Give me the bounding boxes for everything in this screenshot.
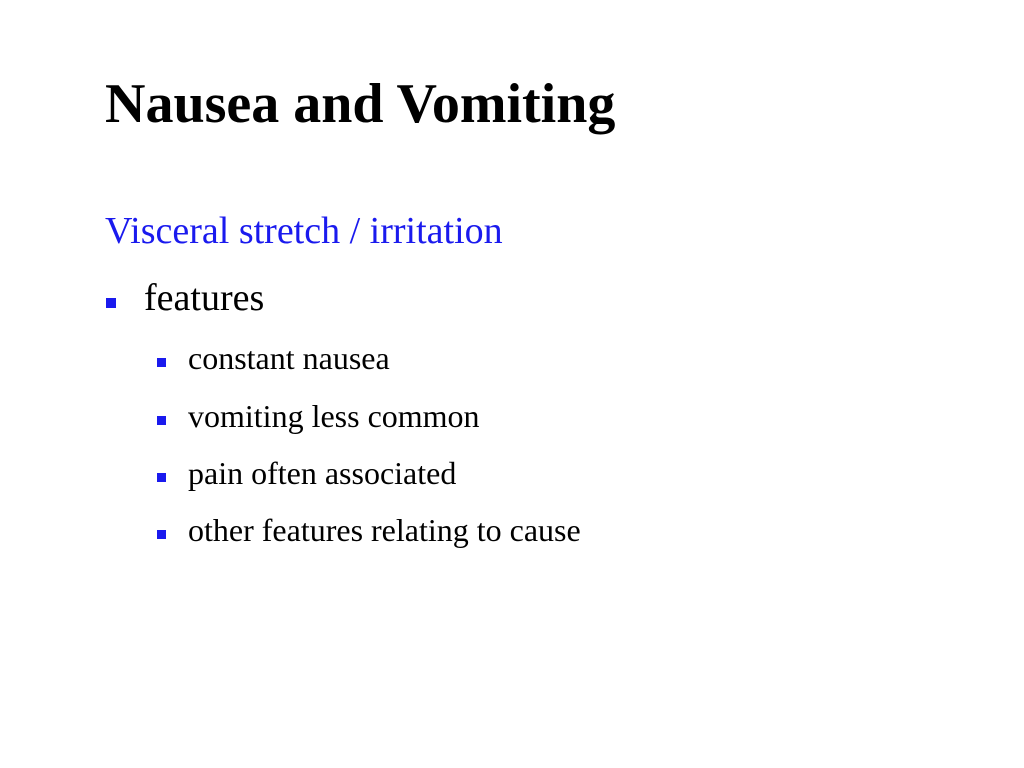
- sub-bullet-text: pain often associated: [188, 455, 457, 491]
- bullet-text: features: [144, 277, 265, 319]
- sub-bullet-item: [157, 510, 581, 550]
- bullet-item-features: [106, 276, 264, 320]
- slide-title: Nausea and Vomiting: [105, 73, 616, 135]
- square-bullet-icon: [157, 416, 166, 425]
- sub-bullet-item: [157, 396, 480, 436]
- sub-bullet-item: [157, 338, 390, 378]
- square-bullet-icon: [106, 298, 116, 308]
- sub-bullet-text: constant nausea: [188, 340, 390, 376]
- subheading: Visceral stretch / irritation: [105, 210, 503, 252]
- sub-bullet-text: vomiting less common: [188, 398, 480, 434]
- square-bullet-icon: [157, 358, 166, 367]
- square-bullet-icon: [157, 473, 166, 482]
- sub-bullet-text: other features relating to cause: [188, 512, 581, 548]
- square-bullet-icon: [157, 530, 166, 539]
- sub-bullet-item: [157, 453, 456, 493]
